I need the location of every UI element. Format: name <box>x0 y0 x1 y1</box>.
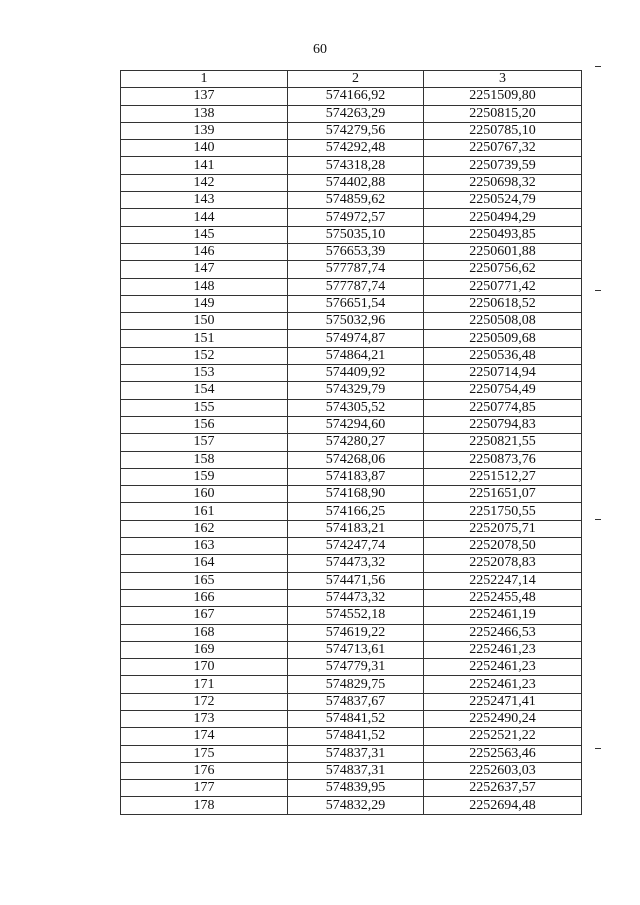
y-coordinate-cell: 2252075,71 <box>424 520 582 537</box>
x-coordinate-cell: 576651,54 <box>288 295 424 312</box>
y-coordinate-cell: 2250794,83 <box>424 416 582 433</box>
x-coordinate-cell: 575035,10 <box>288 226 424 243</box>
x-coordinate-cell: 574280,27 <box>288 434 424 451</box>
y-coordinate-cell: 2250873,76 <box>424 451 582 468</box>
point-number-cell: 155 <box>121 399 288 416</box>
y-coordinate-cell: 2252603,03 <box>424 762 582 779</box>
table-row <box>121 745 582 762</box>
x-coordinate-cell: 574839,95 <box>288 780 424 797</box>
point-number-cell: 156 <box>121 416 288 433</box>
y-coordinate-cell: 2250714,94 <box>424 365 582 382</box>
table-row <box>121 313 582 330</box>
table-row <box>121 295 582 312</box>
table-row <box>121 780 582 797</box>
y-coordinate-cell: 2252461,19 <box>424 607 582 624</box>
x-coordinate-cell: 574247,74 <box>288 538 424 555</box>
x-coordinate-cell: 574619,22 <box>288 624 424 641</box>
y-coordinate-cell: 2252078,50 <box>424 538 582 555</box>
point-number-cell: 164 <box>121 555 288 572</box>
margin-tick-mark <box>595 748 601 749</box>
y-coordinate-cell: 2250771,42 <box>424 278 582 295</box>
point-number-cell: 146 <box>121 243 288 260</box>
point-number-cell: 152 <box>121 347 288 364</box>
point-number-cell: 151 <box>121 330 288 347</box>
table-row <box>121 659 582 676</box>
margin-tick-mark <box>595 290 601 291</box>
y-coordinate-cell: 2252461,23 <box>424 641 582 658</box>
y-coordinate-cell: 2250739,59 <box>424 157 582 174</box>
column-header-2: 2 <box>288 71 424 88</box>
point-number-cell: 148 <box>121 278 288 295</box>
point-number-cell: 140 <box>121 140 288 157</box>
y-coordinate-cell: 2251512,27 <box>424 468 582 485</box>
x-coordinate-cell: 574841,52 <box>288 728 424 745</box>
y-coordinate-cell: 2252461,23 <box>424 676 582 693</box>
y-coordinate-cell: 2250494,29 <box>424 209 582 226</box>
y-coordinate-cell: 2252078,83 <box>424 555 582 572</box>
table-row <box>121 347 582 364</box>
x-coordinate-cell: 574837,67 <box>288 693 424 710</box>
y-coordinate-cell: 2252247,14 <box>424 572 582 589</box>
point-number-cell: 176 <box>121 762 288 779</box>
x-coordinate-cell: 574268,06 <box>288 451 424 468</box>
point-number-cell: 144 <box>121 209 288 226</box>
x-coordinate-cell: 574473,32 <box>288 555 424 572</box>
x-coordinate-cell: 574329,79 <box>288 382 424 399</box>
table-row <box>121 676 582 693</box>
point-number-cell: 153 <box>121 365 288 382</box>
table-row <box>121 243 582 260</box>
x-coordinate-cell: 574972,57 <box>288 209 424 226</box>
x-coordinate-cell: 574318,28 <box>288 157 424 174</box>
table-row <box>121 797 582 814</box>
y-coordinate-cell: 2252694,48 <box>424 797 582 814</box>
y-coordinate-cell: 2251651,07 <box>424 486 582 503</box>
margin-tick-mark <box>595 66 601 67</box>
y-coordinate-cell: 2252637,57 <box>424 780 582 797</box>
x-coordinate-cell: 574166,92 <box>288 88 424 105</box>
y-coordinate-cell: 2250815,20 <box>424 105 582 122</box>
point-number-cell: 174 <box>121 728 288 745</box>
y-coordinate-cell: 2250754,49 <box>424 382 582 399</box>
x-coordinate-cell: 574168,90 <box>288 486 424 503</box>
point-number-cell: 161 <box>121 503 288 520</box>
point-number-cell: 143 <box>121 192 288 209</box>
table-row <box>121 641 582 658</box>
table-row <box>121 520 582 537</box>
point-number-cell: 138 <box>121 105 288 122</box>
table-row <box>121 503 582 520</box>
y-coordinate-cell: 2252461,23 <box>424 659 582 676</box>
x-coordinate-cell: 574473,32 <box>288 589 424 606</box>
y-coordinate-cell: 2251509,80 <box>424 88 582 105</box>
table-row <box>121 278 582 295</box>
table-row <box>121 105 582 122</box>
x-coordinate-cell: 574402,88 <box>288 174 424 191</box>
x-coordinate-cell: 574409,92 <box>288 365 424 382</box>
x-coordinate-cell: 574294,60 <box>288 416 424 433</box>
y-coordinate-cell: 2250493,85 <box>424 226 582 243</box>
table-row <box>121 624 582 641</box>
point-number-cell: 150 <box>121 313 288 330</box>
point-number-cell: 170 <box>121 659 288 676</box>
point-number-cell: 160 <box>121 486 288 503</box>
y-coordinate-cell: 2252455,48 <box>424 589 582 606</box>
x-coordinate-cell: 576653,39 <box>288 243 424 260</box>
point-number-cell: 157 <box>121 434 288 451</box>
x-coordinate-cell: 574837,31 <box>288 762 424 779</box>
x-coordinate-cell: 574864,21 <box>288 347 424 364</box>
x-coordinate-cell: 574974,87 <box>288 330 424 347</box>
y-coordinate-cell: 2250698,32 <box>424 174 582 191</box>
y-coordinate-cell: 2252471,41 <box>424 693 582 710</box>
y-coordinate-cell: 2250509,68 <box>424 330 582 347</box>
table-row <box>121 468 582 485</box>
point-number-cell: 137 <box>121 88 288 105</box>
table-row <box>121 762 582 779</box>
point-number-cell: 141 <box>121 157 288 174</box>
x-coordinate-cell: 574837,31 <box>288 745 424 762</box>
point-number-cell: 178 <box>121 797 288 814</box>
table-row <box>121 330 582 347</box>
y-coordinate-cell: 2250601,88 <box>424 243 582 260</box>
table-row <box>121 538 582 555</box>
point-number-cell: 162 <box>121 520 288 537</box>
table-row <box>121 157 582 174</box>
x-coordinate-cell: 574292,48 <box>288 140 424 157</box>
point-number-cell: 149 <box>121 295 288 312</box>
y-coordinate-cell: 2250774,85 <box>424 399 582 416</box>
x-coordinate-cell: 574552,18 <box>288 607 424 624</box>
x-coordinate-cell: 574832,29 <box>288 797 424 814</box>
table-row <box>121 365 582 382</box>
table-row <box>121 693 582 710</box>
table-row <box>121 416 582 433</box>
table-row <box>121 140 582 157</box>
y-coordinate-cell: 2250756,62 <box>424 261 582 278</box>
y-coordinate-cell: 2250767,32 <box>424 140 582 157</box>
table-row <box>121 589 582 606</box>
point-number-cell: 168 <box>121 624 288 641</box>
y-coordinate-cell: 2252466,53 <box>424 624 582 641</box>
table-row <box>121 226 582 243</box>
coordinates-table <box>120 70 582 815</box>
x-coordinate-cell: 574183,87 <box>288 468 424 485</box>
table-row <box>121 209 582 226</box>
point-number-cell: 172 <box>121 693 288 710</box>
point-number-cell: 142 <box>121 174 288 191</box>
point-number-cell: 154 <box>121 382 288 399</box>
y-coordinate-cell: 2250618,52 <box>424 295 582 312</box>
table-row <box>121 555 582 572</box>
x-coordinate-cell: 577787,74 <box>288 261 424 278</box>
point-number-cell: 158 <box>121 451 288 468</box>
y-coordinate-cell: 2250821,55 <box>424 434 582 451</box>
x-coordinate-cell: 574829,75 <box>288 676 424 693</box>
table-header-row <box>121 71 582 88</box>
point-number-cell: 175 <box>121 745 288 762</box>
point-number-cell: 173 <box>121 710 288 727</box>
table-row <box>121 382 582 399</box>
x-coordinate-cell: 574183,21 <box>288 520 424 537</box>
page-number: 60 <box>313 42 327 57</box>
table-row <box>121 434 582 451</box>
y-coordinate-cell: 2251750,55 <box>424 503 582 520</box>
point-number-cell: 165 <box>121 572 288 589</box>
y-coordinate-cell: 2252563,46 <box>424 745 582 762</box>
y-coordinate-cell: 2250785,10 <box>424 122 582 139</box>
point-number-cell: 171 <box>121 676 288 693</box>
table-row <box>121 572 582 589</box>
point-number-cell: 159 <box>121 468 288 485</box>
point-number-cell: 163 <box>121 538 288 555</box>
table-row <box>121 607 582 624</box>
point-number-cell: 167 <box>121 607 288 624</box>
x-coordinate-cell: 574263,29 <box>288 105 424 122</box>
table-row <box>121 451 582 468</box>
y-coordinate-cell: 2250508,08 <box>424 313 582 330</box>
x-coordinate-cell: 574841,52 <box>288 710 424 727</box>
x-coordinate-cell: 577787,74 <box>288 278 424 295</box>
table-row <box>121 261 582 278</box>
y-coordinate-cell: 2250524,79 <box>424 192 582 209</box>
point-number-cell: 139 <box>121 122 288 139</box>
table-row <box>121 710 582 727</box>
table-row <box>121 192 582 209</box>
x-coordinate-cell: 574305,52 <box>288 399 424 416</box>
point-number-cell: 166 <box>121 589 288 606</box>
point-number-cell: 169 <box>121 641 288 658</box>
coordinates-table-body <box>121 71 582 815</box>
point-number-cell: 177 <box>121 780 288 797</box>
table-row <box>121 399 582 416</box>
x-coordinate-cell: 574779,31 <box>288 659 424 676</box>
table-row <box>121 728 582 745</box>
table-row <box>121 174 582 191</box>
x-coordinate-cell: 574471,56 <box>288 572 424 589</box>
y-coordinate-cell: 2252490,24 <box>424 710 582 727</box>
table-row <box>121 122 582 139</box>
margin-tick-mark <box>595 519 601 520</box>
point-number-cell: 145 <box>121 226 288 243</box>
point-number-cell: 147 <box>121 261 288 278</box>
table-row <box>121 88 582 105</box>
x-coordinate-cell: 575032,96 <box>288 313 424 330</box>
x-coordinate-cell: 574166,25 <box>288 503 424 520</box>
column-header-3: 3 <box>424 71 582 88</box>
x-coordinate-cell: 574279,56 <box>288 122 424 139</box>
y-coordinate-cell: 2250536,48 <box>424 347 582 364</box>
x-coordinate-cell: 574859,62 <box>288 192 424 209</box>
x-coordinate-cell: 574713,61 <box>288 641 424 658</box>
table-row <box>121 486 582 503</box>
column-header-1: 1 <box>121 71 288 88</box>
y-coordinate-cell: 2252521,22 <box>424 728 582 745</box>
